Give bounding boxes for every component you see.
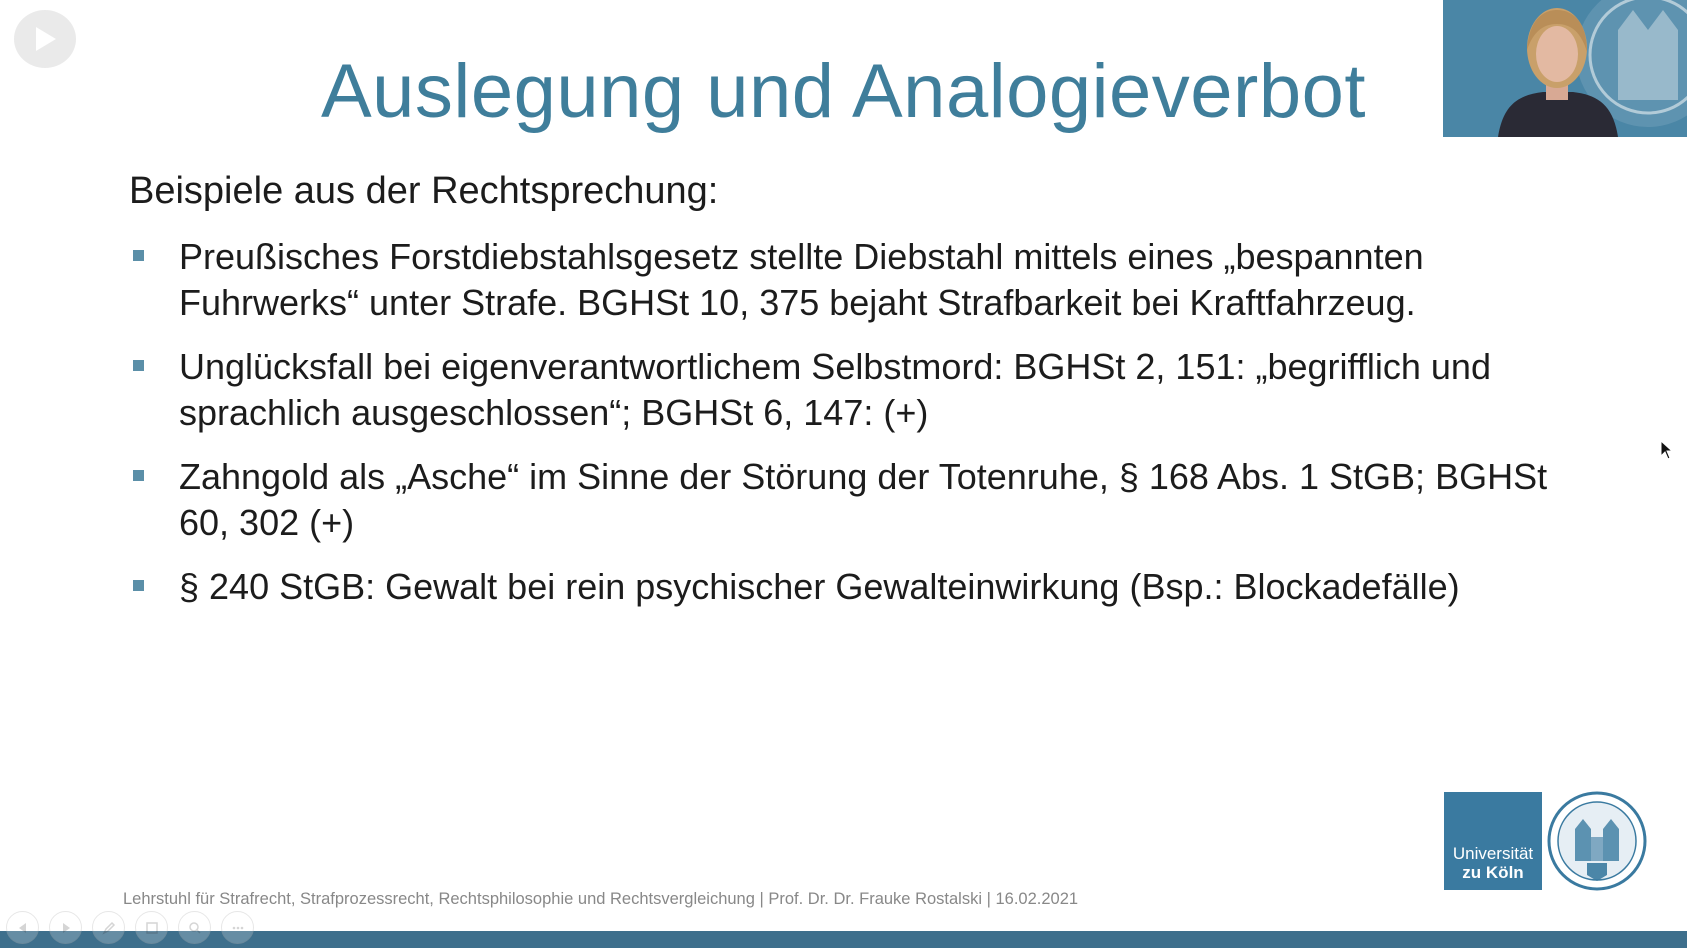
bullet-list [129,234,1569,628]
slide-title: Auslegung und Analogieverbot [320,49,1367,134]
bullet-text: Preußisches Forstdiebstahlsgesetz stellte Diebstahl mittels eines „bespannten Fuhrwerks“ unter Strafe. BGHSt 10, 375 bejaht Strafbarkeit bei Kraftfahrzeug. [179,236,1424,323]
zoom-icon [188,921,202,935]
university-logo [1444,792,1542,890]
presenter-video-frame [1443,0,1687,137]
university-seal-icon [1547,791,1647,891]
square-bullet-icon [133,580,144,591]
bullet-item [129,564,1569,610]
previous-icon [16,921,30,935]
intro-text: Beispiele aus der Rechtsprechung: [129,170,719,212]
bullet-text: § 240 StGB: Gewalt bei rein psychischer Gewalteinwirkung (Bsp.: Blockadefälle) [179,566,1460,607]
square-bullet-icon [133,360,144,371]
play-icon [32,25,58,53]
previous-slide-button[interactable] [6,911,39,944]
mouse-cursor-icon [1660,440,1674,460]
slides-overview-button[interactable] [135,911,168,944]
logo-line-1: Universität [1452,844,1534,863]
slide-footer: Lehrstuhl für Strafrecht, Strafprozessrecht, Rechtsphilosophie und Rechtsvergleichung | Prof. Dr. Dr. Frauke Rostalski | 16.02.2021 [123,890,1079,908]
zoom-button[interactable] [178,911,211,944]
bullet-item [129,344,1569,436]
more-options-button[interactable] [221,911,254,944]
more-icon [231,921,245,935]
square-bullet-icon [133,250,144,261]
pen-button[interactable] [92,911,125,944]
logo-line-2: zu Köln [1462,863,1524,882]
next-slide-button[interactable] [49,911,82,944]
bullet-text: Zahngold als „Asche“ im Sinne der Störung der Totenruhe, § 168 Abs. 1 StGB; BGHSt 60, 302 (+) [179,456,1548,543]
slides-icon [145,921,159,935]
bullet-text: Unglücksfall bei eigenverantwortlichem Selbstmord: BGHSt 2, 151: „begrifflich und sprachlich ausgeschlossen“; BGHSt 6, 147: (+) [179,346,1491,433]
presenter-webcam [1443,0,1687,137]
player-controls [6,911,254,945]
pen-icon [102,921,116,935]
bullet-item [129,454,1569,546]
square-bullet-icon [133,470,144,481]
next-icon [59,921,73,935]
bullet-item [129,234,1569,326]
